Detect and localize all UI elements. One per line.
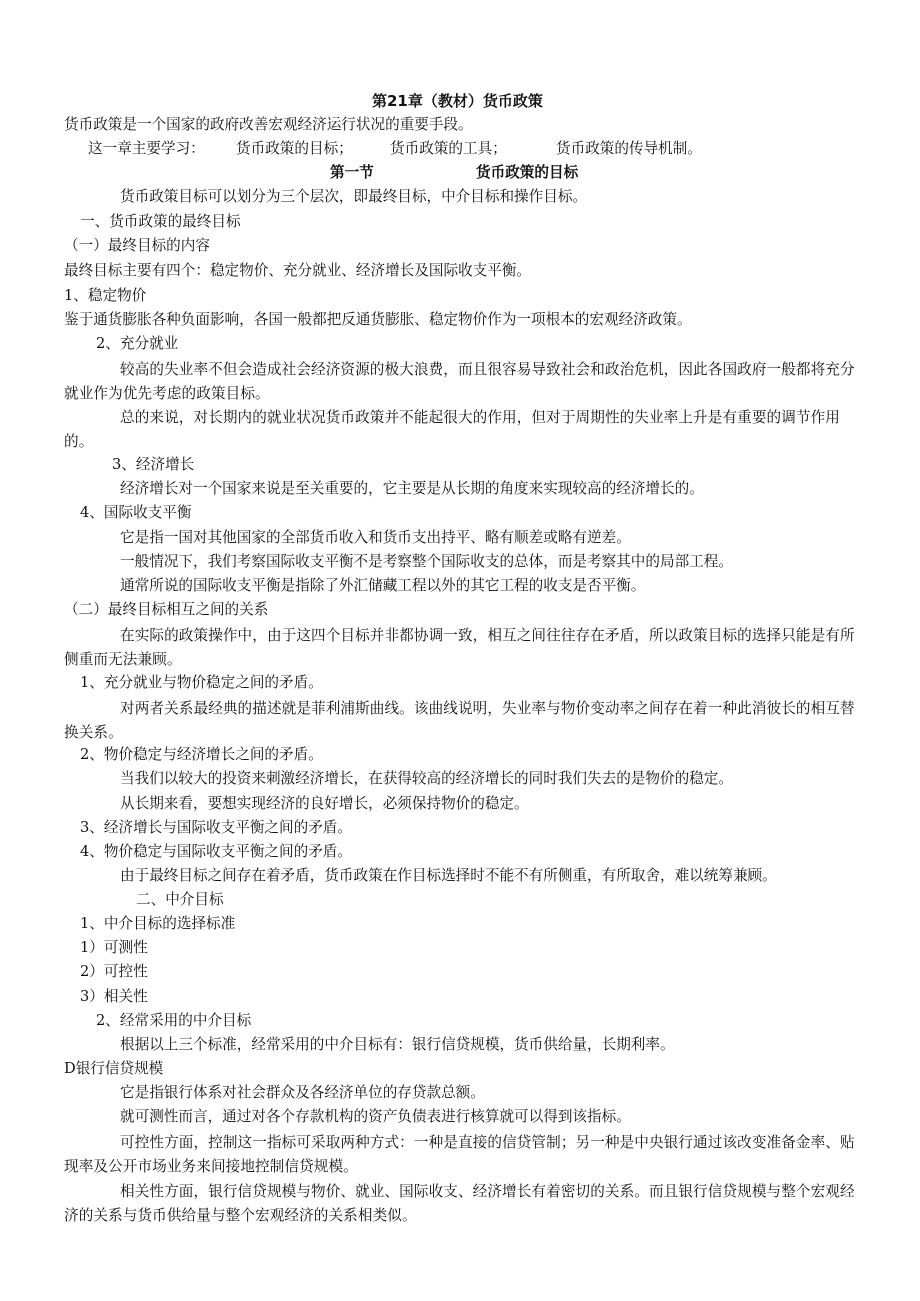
paragraph-bop-scope: 一般情况下，我们考察国际收支平衡不是考察整个国际收支的总体，而是考察其中的局部工程。 [120,553,733,570]
study-item-goals: 货币政策的目标； [236,140,353,157]
heading-balance-of-payments: 4、国际收支平衡 [80,504,192,521]
chapter-title: 第21章（教材）货币政策 [372,92,543,110]
heading-intermediate-targets: 二、中介目标 [136,891,224,908]
paragraph-credit-controllability: 可控性方面，控制这一指标可采取两种方式：一种是直接的信贷管制；另一种是中央银行通过该改变准备金率、贴现率及公开市场业务来间接地控制信贷规模。 [64,1134,855,1175]
heading-conflict-4: 4、物价稳定与国际收支平衡之间的矛盾。 [80,843,352,860]
paragraph-goal-relations: 在实际的政策操作中，由于这四个目标并非都协调一致，相互之间往往存在矛盾，所以政策目标的选择只能是有所侧重而无法兼顾。 [64,627,855,668]
criterion-controllability: 2）可控性 [80,963,148,980]
paragraph-full-employment: 较高的失业率不但会造成社会经济资源的极大浪费，而且很容易导致社会和政治危机，因此各国政府一般都将充分就业作为优先考虑的政策目标。 [64,361,855,402]
criterion-relevance: 3）相关性 [80,988,148,1005]
paragraph-investment-growth: 当我们以较大的投资来刺激经济增长，在获得较高的经济增长的同时我们失去的是物价的稳定。 [120,770,733,787]
study-prefix: 这一章主要学习： [88,140,205,157]
paragraph-credit-definition: 它是指银行体系对社会群众及各经济单位的存贷款总额。 [120,1084,485,1101]
paragraph-price-stability: 鉴于通货膨胀各种负面影响，各国一般都把反通货膨胀、稳定物价作为一项根本的宏观经济政策。 [64,311,692,328]
paragraph-credit-measurability: 就可测性而言，通过对各个存款机构的资产负债表进行核算就可以得到该指标。 [120,1108,631,1125]
paragraph-economic-growth: 经济增长对一个国家来说是至关重要的，它主要是从长期的角度来实现较高的经济增长的。 [120,480,704,497]
section-number: 第一节 [330,164,374,181]
criterion-measurability: 1）可测性 [80,939,148,956]
heading-economic-growth: 3、经济增长 [112,456,195,473]
heading-full-employment: 2、充分就业 [96,335,179,352]
paragraph-employment-role: 总的来说，对长期内的就业状况货币政策并不能起很大的作用，但对于周期性的失业率上升是有重要的调节作用的。 [64,409,840,450]
heading-goal-content: （一）最终目标的内容 [64,237,210,254]
paragraph-conflict-summary: 由于最终目标之间存在着矛盾，货币政策在作目标选择时不能不有所侧重，有所取舍，难以统筹兼顾。 [120,867,777,884]
paragraph-long-term-growth: 从长期来看，要想实现经济的良好增长，必须保持物价的稳定。 [120,795,529,812]
intro-paragraph: 货币政策是一个国家的政府改善宏观经济运行状况的重要手段。 [64,116,473,133]
heading-common-targets: 2、经常采用的中介目标 [96,1012,252,1029]
study-item-tools: 货币政策的工具； [390,140,507,157]
heading-goal-relations: （二）最终目标相互之间的关系 [64,601,269,618]
heading-selection-criteria: 1、中介目标的选择标准 [80,915,236,932]
paragraph-credit-relevance: 相关性方面，银行信贷规模与物价、就业、国际收支、经济增长有着密切的关系。而且银行信贷规模与整个宏观经济的关系与货币供给量与整个宏观经济的关系相类似。 [64,1183,855,1224]
paragraph-four-goals: 最终目标主要有四个：稳定物价、充分就业、经济增长及国际收支平衡。 [64,262,532,279]
heading-conflict-3: 3、经济增长与国际收支平衡之间的矛盾。 [80,819,352,836]
heading-final-goals: 一、货币政策的最终目标 [80,213,241,230]
heading-price-stability: 1、稳定物价 [64,287,147,304]
section-title: 货币政策的目标 [476,164,579,181]
paragraph-bop-definition: 它是指一国对其他国家的全部货币收入和货币支出持平、略有顺差或略有逆差。 [120,529,631,546]
heading-conflict-1: 1、充分就业与物价稳定之间的矛盾。 [80,674,323,691]
paragraph-phillips-curve: 对两者关系最经典的描述就是菲利浦斯曲线。该曲线说明，失业率与物价变动率之间存在着一种此消彼长的相互替换关系。 [64,700,855,741]
paragraph-bop-meaning: 通常所说的国际收支平衡是指除了外汇储藏工程以外的其它工程的收支是否平衡。 [120,577,646,594]
paragraph-common-targets: 根据以上三个标准，经常采用的中介目标有：银行信贷规模，货币供给量，长期利率。 [120,1036,675,1053]
heading-bank-credit: D银行信贷规模 [64,1060,164,1077]
paragraph-levels: 货币政策目标可以划分为三个层次，即最终目标，中介目标和操作目标。 [120,188,588,205]
heading-conflict-2: 2、物价稳定与经济增长之间的矛盾。 [80,746,323,763]
study-item-mechanism: 货币政策的传导机制。 [556,140,702,157]
